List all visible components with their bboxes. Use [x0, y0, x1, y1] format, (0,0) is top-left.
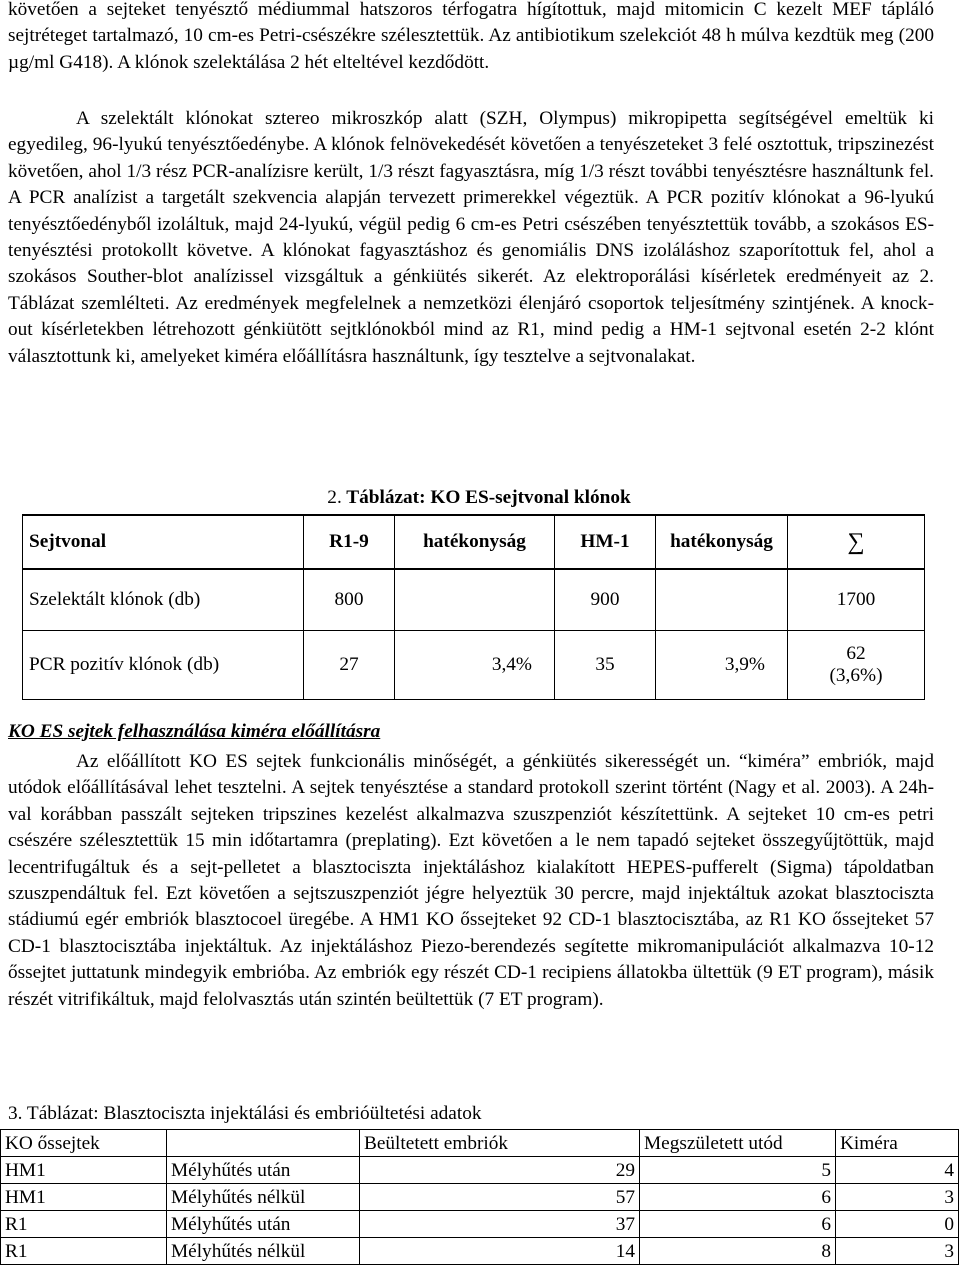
header-cell-blank: [167, 1130, 360, 1157]
row-label: PCR pozitív klónok (db): [23, 631, 304, 700]
header-cell-chimera: Kiméra: [836, 1130, 959, 1157]
table-row: [1, 1238, 959, 1265]
cell-chimera: 0: [836, 1211, 959, 1238]
cell-cell-line: R1: [1, 1238, 167, 1265]
table-header-row: [1, 1130, 959, 1157]
cell-r1-efficiency: 3,4%: [395, 631, 555, 700]
table2-caption: [0, 487, 958, 509]
chimera-text: Az előállított KO ES sejtek funkcionális minőségét, a génkiütés sikerességét un. “kiméra” embriók, majd utódok előállításával lehet tesztelni. A sejtek tenyésztése a standard protokoll szerint történt (Nagy et al. 2003). A 24h-val korábban passzált sejteken tripszines kezelést alkalmazva szuszpenziót készítettünk. A sejteket 10 cm-es petri csészére szélesztettük 15 min időtartamra (preplating). Ezt követően a le nem tapadó sejteket összegyűjtöttük, majd lecentrifugáltuk és a sejt-pelletet a blasztociszta injektáláshoz kialakított HEPES-pufferelt (Sigma) tápoldatban szuszpendáltuk fel. Ezt követően a sejtszuszpenziót jégre helyeztük 30 percre, majd injektáltuk azokat blasztociszta stádiumú egér embriók blasztocoel üregébe. A HM1 KO őssejteket 92 CD-1 blasztocisztába, az R1 KO őssejteket 57 CD-1 blasztocisztába injektáltuk. Az injektáláshoz Piezo-berendezés segítette mikromanipulációt alkalmazva 10-12 őssejtet juttatunk mindegyik embrióba. Az embriók egy részét CD-1 recipiens állatokba ültettük (9 ET program), másik részét vitrifikáltuk, majd felolvasztás után szintén beültettük (7 ET program).: [8, 751, 934, 1010]
header-cell-r1-9: R1-9: [304, 515, 395, 569]
table-row: [1, 1184, 959, 1211]
header-cell-efficiency-hm1: hatékonyság: [656, 515, 788, 569]
section-heading: KO ES sejtek felhasználása kiméra előállításra: [8, 721, 381, 742]
header-cell-cell-line: Sejtvonal: [23, 515, 304, 569]
cell-born: 6: [640, 1211, 836, 1238]
header-cell-transferred-embryos: Beültetett embriók: [360, 1130, 640, 1157]
cell-condition: Mélyhűtés nélkül: [167, 1238, 360, 1265]
table-row: [23, 631, 925, 700]
cell-r1-value: 27: [304, 631, 395, 700]
cell-r1-value: 800: [304, 569, 395, 631]
blastocyst-injection-table: [0, 1129, 959, 1265]
sigma-icon: ∑: [847, 528, 865, 555]
cell-hm1-efficiency: [656, 569, 788, 631]
chimera-paragraph: [8, 749, 934, 1013]
sum-percent: (3,6%): [829, 665, 883, 686]
cell-cell-line: HM1: [1, 1184, 167, 1211]
cell-transferred: 29: [360, 1157, 640, 1184]
intro-paragraph: követően a sejteket tenyésztő médiummal hatszoros térfogatra hígítottuk, majd mitomicin C kezelt MEF tápláló sejtréteget tartalmazó, 10 cm-es Petri-csészékre szélesztettük. Az antibiotikum szelekciót 48 h múlva kezdtük meg (200 µg/ml G418). A klónok szelektálása 2 hét elteltével kezdődött.: [8, 0, 934, 73]
cell-r1-efficiency: [395, 569, 555, 631]
cell-chimera: 3: [836, 1238, 959, 1265]
clone-selection-paragraph: [8, 106, 934, 370]
header-cell-sum: [788, 515, 925, 569]
table-header-row: [23, 515, 925, 569]
ko-es-clones-table: [22, 514, 925, 700]
table2-caption-number: 2.: [327, 487, 342, 508]
cell-born: 5: [640, 1157, 836, 1184]
cell-sum: 1700: [788, 569, 925, 631]
cell-condition: Mélyhűtés után: [167, 1157, 360, 1184]
header-cell-efficiency-r1: hatékonyság: [395, 515, 555, 569]
header-cell-hm-1: HM-1: [555, 515, 656, 569]
cell-transferred: 37: [360, 1211, 640, 1238]
header-cell-ko-stem-cells: KO őssejtek: [1, 1130, 167, 1157]
cell-condition: Mélyhűtés után: [167, 1211, 360, 1238]
cell-hm1-value: 35: [555, 631, 656, 700]
cell-hm1-efficiency: 3,9%: [656, 631, 788, 700]
cell-condition: Mélyhűtés nélkül: [167, 1184, 360, 1211]
cell-cell-line: HM1: [1, 1157, 167, 1184]
row-label: Szelektált klónok (db): [23, 569, 304, 631]
header-cell-offspring-born: Megszületett utód: [640, 1130, 836, 1157]
cell-sum: [788, 631, 925, 700]
cell-born: 8: [640, 1238, 836, 1265]
table2-caption-text: Táblázat: KO ES-sejtvonal klónok: [346, 487, 631, 508]
cell-hm1-value: 900: [555, 569, 656, 631]
cell-cell-line: R1: [1, 1211, 167, 1238]
cell-transferred: 14: [360, 1238, 640, 1265]
table-row: [1, 1157, 959, 1184]
table-row: [1, 1211, 959, 1238]
table-row: [23, 569, 925, 631]
table3-caption: 3. Táblázat: Blasztociszta injektálási és embrióültetési adatok: [8, 1103, 482, 1124]
sum-count: 62: [846, 643, 866, 664]
cell-chimera: 4: [836, 1157, 959, 1184]
cell-transferred: 57: [360, 1184, 640, 1211]
cell-born: 6: [640, 1184, 836, 1211]
cell-chimera: 3: [836, 1184, 959, 1211]
clone-selection-text: A szelektált klónokat sztereo mikroszkóp alatt (SZH, Olympus) mikropipetta segítségével emeltük ki egyedileg, 96-lyukú tenyésztőedénybe. A klónok felnövekedését követően a tenyészeteket 3 felé osztottuk, tripszinezést követően, ahol 1/3 rész PCR-analízisre került, 1/3 részt fagyasztásra, míg 1/3 részt további tenyésztésre használtunk fel. A PCR analízist a targetált szekvencia alapján tervezett primerekkel végeztük. A PCR pozitív klónokat a 96-lyukú tenyésztőedényből izoláltuk, majd 24-lyukú, végül pedig 6 cm-es Petri csészében tenyésztettük tovább, a szokásos ES-tenyésztési protokollt követve. A klónokat fagyasztáshoz és genomiális DNS izoláláshoz szaporítottuk fel, ahol a szokásos Souther-blot analízissel vizsgáltuk a génkiütés sikerét. Az elektroporálási kísérletek eredményeit az 2. Táblázat szemlélteti. Az eredmények megfelelnek a nemzetközi élenjáró csoportok teljesítmény szintjének. A knock-out kísérletekben létrehozott génkiütött sejtklónokból mind az R1, mind pedig a HM-1 sejtvonal esetén 2-2 klónt választottunk ki, amelyeket kiméra előállításra használtunk, így tesztelve a sejtvonalakat.: [8, 108, 934, 367]
